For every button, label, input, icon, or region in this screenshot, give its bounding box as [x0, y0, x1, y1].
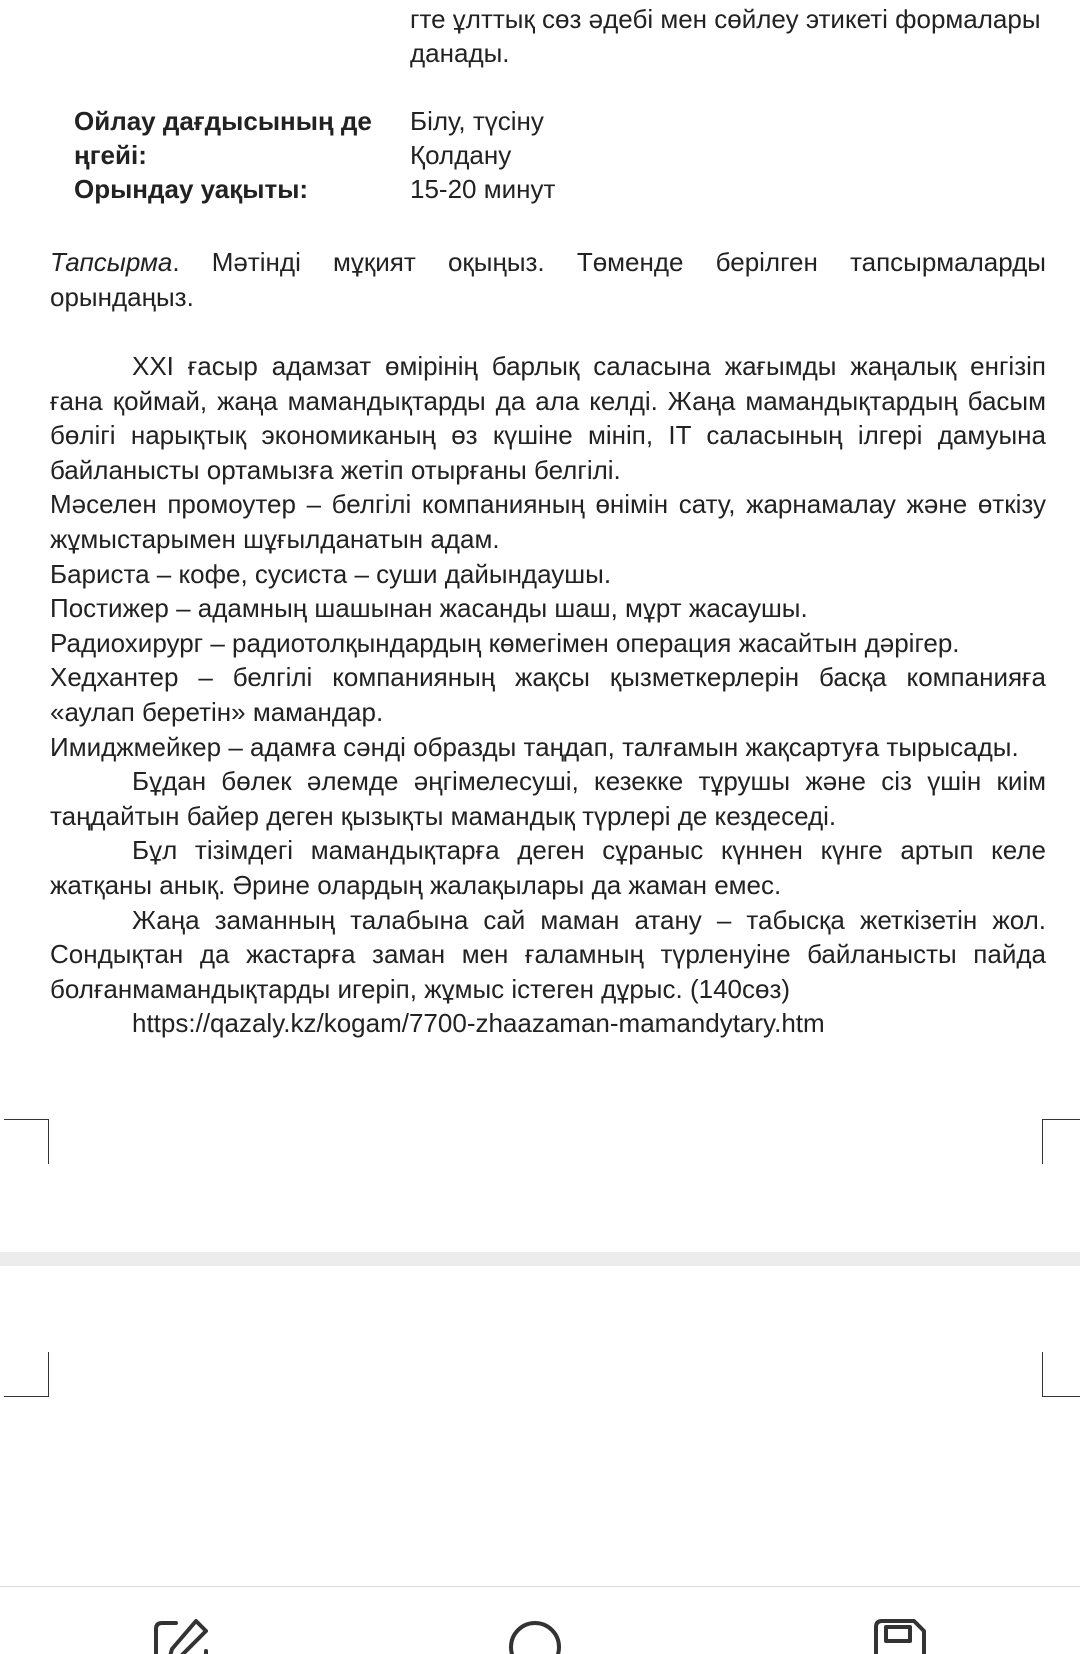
page-separator	[0, 1252, 1080, 1266]
paragraph: Бұдан бөлек әлемде әңгімелесуші, кезекке тұрушы және сіз үшін киім таңдайтын байер деген қызықты мамандық түрлері де кездеседі.	[50, 766, 1046, 831]
previous-text-continuation	[410, 2, 1080, 70]
execution-time-label: Орындау уақыты:	[74, 174, 309, 204]
margin-corner-mark	[4, 1119, 49, 1164]
edit-icon[interactable]	[152, 1617, 212, 1654]
circle-icon[interactable]	[505, 1617, 565, 1654]
save-icon[interactable]	[870, 1617, 930, 1654]
paragraph: Бариста – кофе, сусиста – суши дайындаушы.	[50, 558, 612, 589]
task-label: Тапсырма	[50, 247, 173, 277]
execution-time-value: 15-20 минут	[410, 174, 556, 204]
text-line: гте ұлттық сөз әдебі мен сөйлеу этикеті формалары	[410, 4, 1041, 34]
thinking-level-row	[74, 104, 1034, 172]
source-url: https://qazaly.kz/kogam/7700-zhaazaman-mamandytary.htm	[132, 1008, 825, 1039]
paragraph: Мәселен промоутер – белгілі компанияның өнімін сату, жарнамалау және өткізу жұмыстарымен шұғылданатын адам.	[50, 489, 1046, 554]
margin-corner-mark	[1042, 1352, 1080, 1397]
reading-text	[50, 349, 1046, 1041]
margin-corner-mark	[4, 1352, 49, 1397]
margin-corner-mark	[1042, 1119, 1080, 1164]
paragraph: Имиджмейкер – адамға сәнді образды таңдап, талғамын жақсартуға тырысады.	[50, 731, 1019, 762]
thinking-level-label: Ойлау дағдысының де ңгейі:	[74, 106, 372, 170]
paragraph: Жаңа заманның талабына сай маман атану – табысқа жеткізетін жол. Сондықтан да жастарға заман мен ғаламның түрленуіне байланысты пайда болғанмамандықтарды игеріп, жұмыс істеген дұрыс. (140сөз)	[50, 904, 1046, 1004]
task-instruction	[50, 245, 1046, 314]
text-line: данады.	[410, 38, 510, 68]
paragraph: XXI ғасыр адамзат өмірінің барлық саласына жағымды жаңалық енгізіп ғана қоймай, жаңа мамандықтарды да ала келді. Жаңа мамандықтардың басым бөлігі нарықтық экономиканың өз күшіне мініп, IT саласының ілгері дамуына байланысты ортамызға жетіп отырғаны белгілі.	[50, 351, 1046, 485]
bottom-toolbar	[0, 1586, 1080, 1654]
paragraph: Бұл тізімдегі мамандықтарға деген сұраныс күннен күнге артып келе жатқаны анық. Әрине олардың жалақылары да жаман емес.	[50, 835, 1046, 900]
paragraph: Постижер – адамның шашынан жасанды шаш, мұрт жасаушы.	[50, 593, 808, 624]
task-metadata	[74, 104, 1034, 206]
execution-time-row	[74, 172, 1034, 206]
task-text: . Мәтінді мұқият оқыңыз. Төменде берілген тапсырмаларды орындаңыз.	[50, 247, 1046, 312]
next-document-page	[0, 1266, 1080, 1586]
paragraph: Радиохирург – радиотолқындардың көмегімен операция жасайтын дәрігер.	[50, 627, 960, 658]
thinking-level-value: Білу, түсіну Қолдану	[410, 106, 544, 170]
paragraph: Хедхантер – белгілі компанияның жақсы қызметкерлерін басқа компанияға «аулап беретін» мамандар.	[50, 662, 1046, 727]
